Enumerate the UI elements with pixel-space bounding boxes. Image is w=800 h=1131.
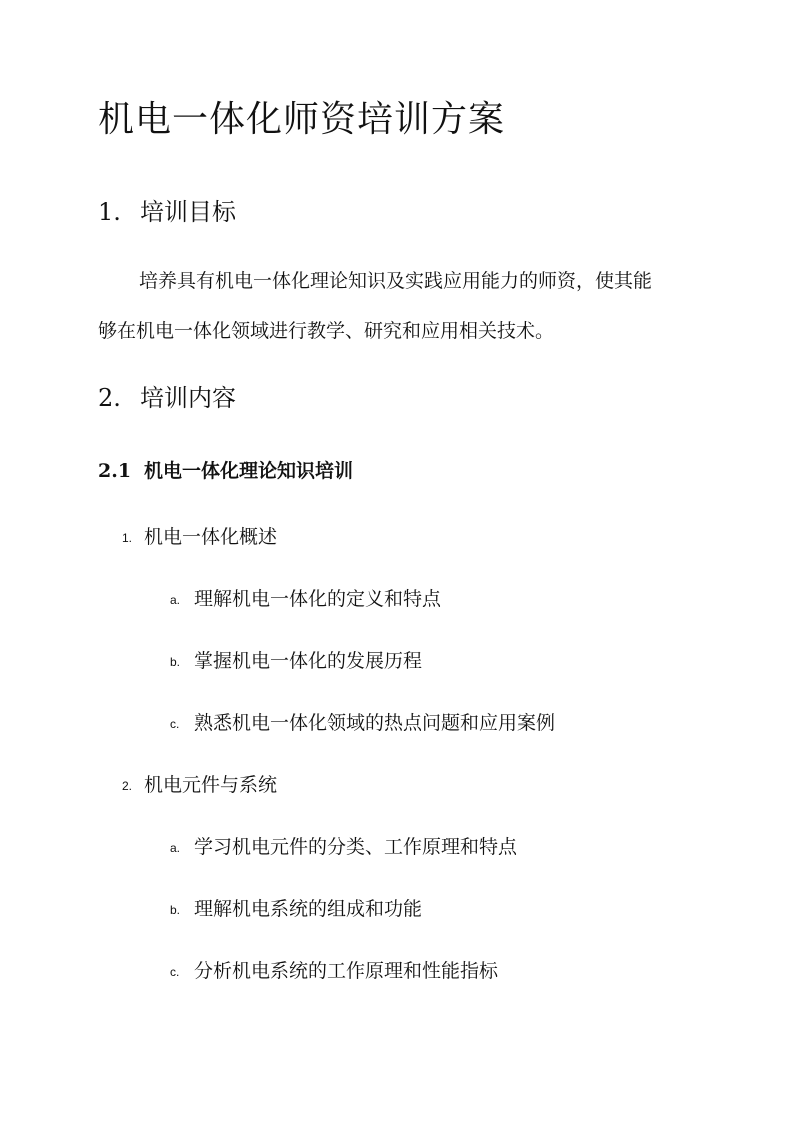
list-marker: c. bbox=[170, 717, 180, 731]
section-title: 培训目标 bbox=[140, 198, 236, 226]
list-marker: b. bbox=[170, 903, 181, 917]
subsection-heading bbox=[98, 458, 353, 484]
sub-list-item bbox=[170, 834, 517, 861]
sub-list-item-text: 理解机电一体化的定义和特点 bbox=[194, 588, 442, 610]
sub-list-item-text: 分析机电系统的工作原理和性能指标 bbox=[194, 960, 499, 982]
subsection-title: 机电一体化理论知识培训 bbox=[144, 460, 354, 482]
list-marker: a. bbox=[170, 593, 181, 607]
sub-list-item-text: 掌握机电一体化的发展历程 bbox=[194, 650, 423, 672]
list-marker: b. bbox=[170, 655, 181, 669]
sub-list-item-text: 理解机电系统的组成和功能 bbox=[194, 898, 423, 920]
list-item-text: 机电一体化概述 bbox=[144, 526, 278, 548]
document-title: 机电一体化师资培训方案 bbox=[98, 99, 506, 140]
list-item-text: 机电元件与系统 bbox=[144, 774, 278, 796]
sub-list-item-text: 学习机电元件的分类、工作原理和特点 bbox=[194, 836, 518, 858]
list-item bbox=[122, 772, 277, 799]
sub-list-item-text: 熟悉机电一体化领域的热点问题和应用案例 bbox=[194, 712, 556, 734]
section-heading-1 bbox=[98, 196, 236, 228]
paragraph-line-2: 够在机电一体化领域进行教学、研究和应用相关技术。 bbox=[98, 320, 555, 342]
list-marker: a. bbox=[170, 841, 181, 855]
subsection-number: 2.1 bbox=[98, 460, 132, 482]
sub-list-item bbox=[170, 896, 422, 923]
paragraph-line-1: 培养具有机电一体化理论知识及实践应用能力的师资，使其能 bbox=[139, 270, 653, 292]
list-marker: 1. bbox=[122, 531, 133, 545]
sub-list-item bbox=[170, 958, 498, 985]
section-number: 1. bbox=[98, 198, 121, 226]
list-marker: c. bbox=[170, 965, 180, 979]
section-heading-2 bbox=[98, 382, 236, 414]
section-number: 2. bbox=[98, 384, 121, 412]
list-marker: 2. bbox=[122, 779, 133, 793]
sub-list-item bbox=[170, 648, 422, 675]
list-item bbox=[122, 524, 277, 551]
sub-list-item bbox=[170, 710, 555, 737]
section-title: 培训内容 bbox=[140, 384, 236, 412]
sub-list-item bbox=[170, 586, 441, 613]
